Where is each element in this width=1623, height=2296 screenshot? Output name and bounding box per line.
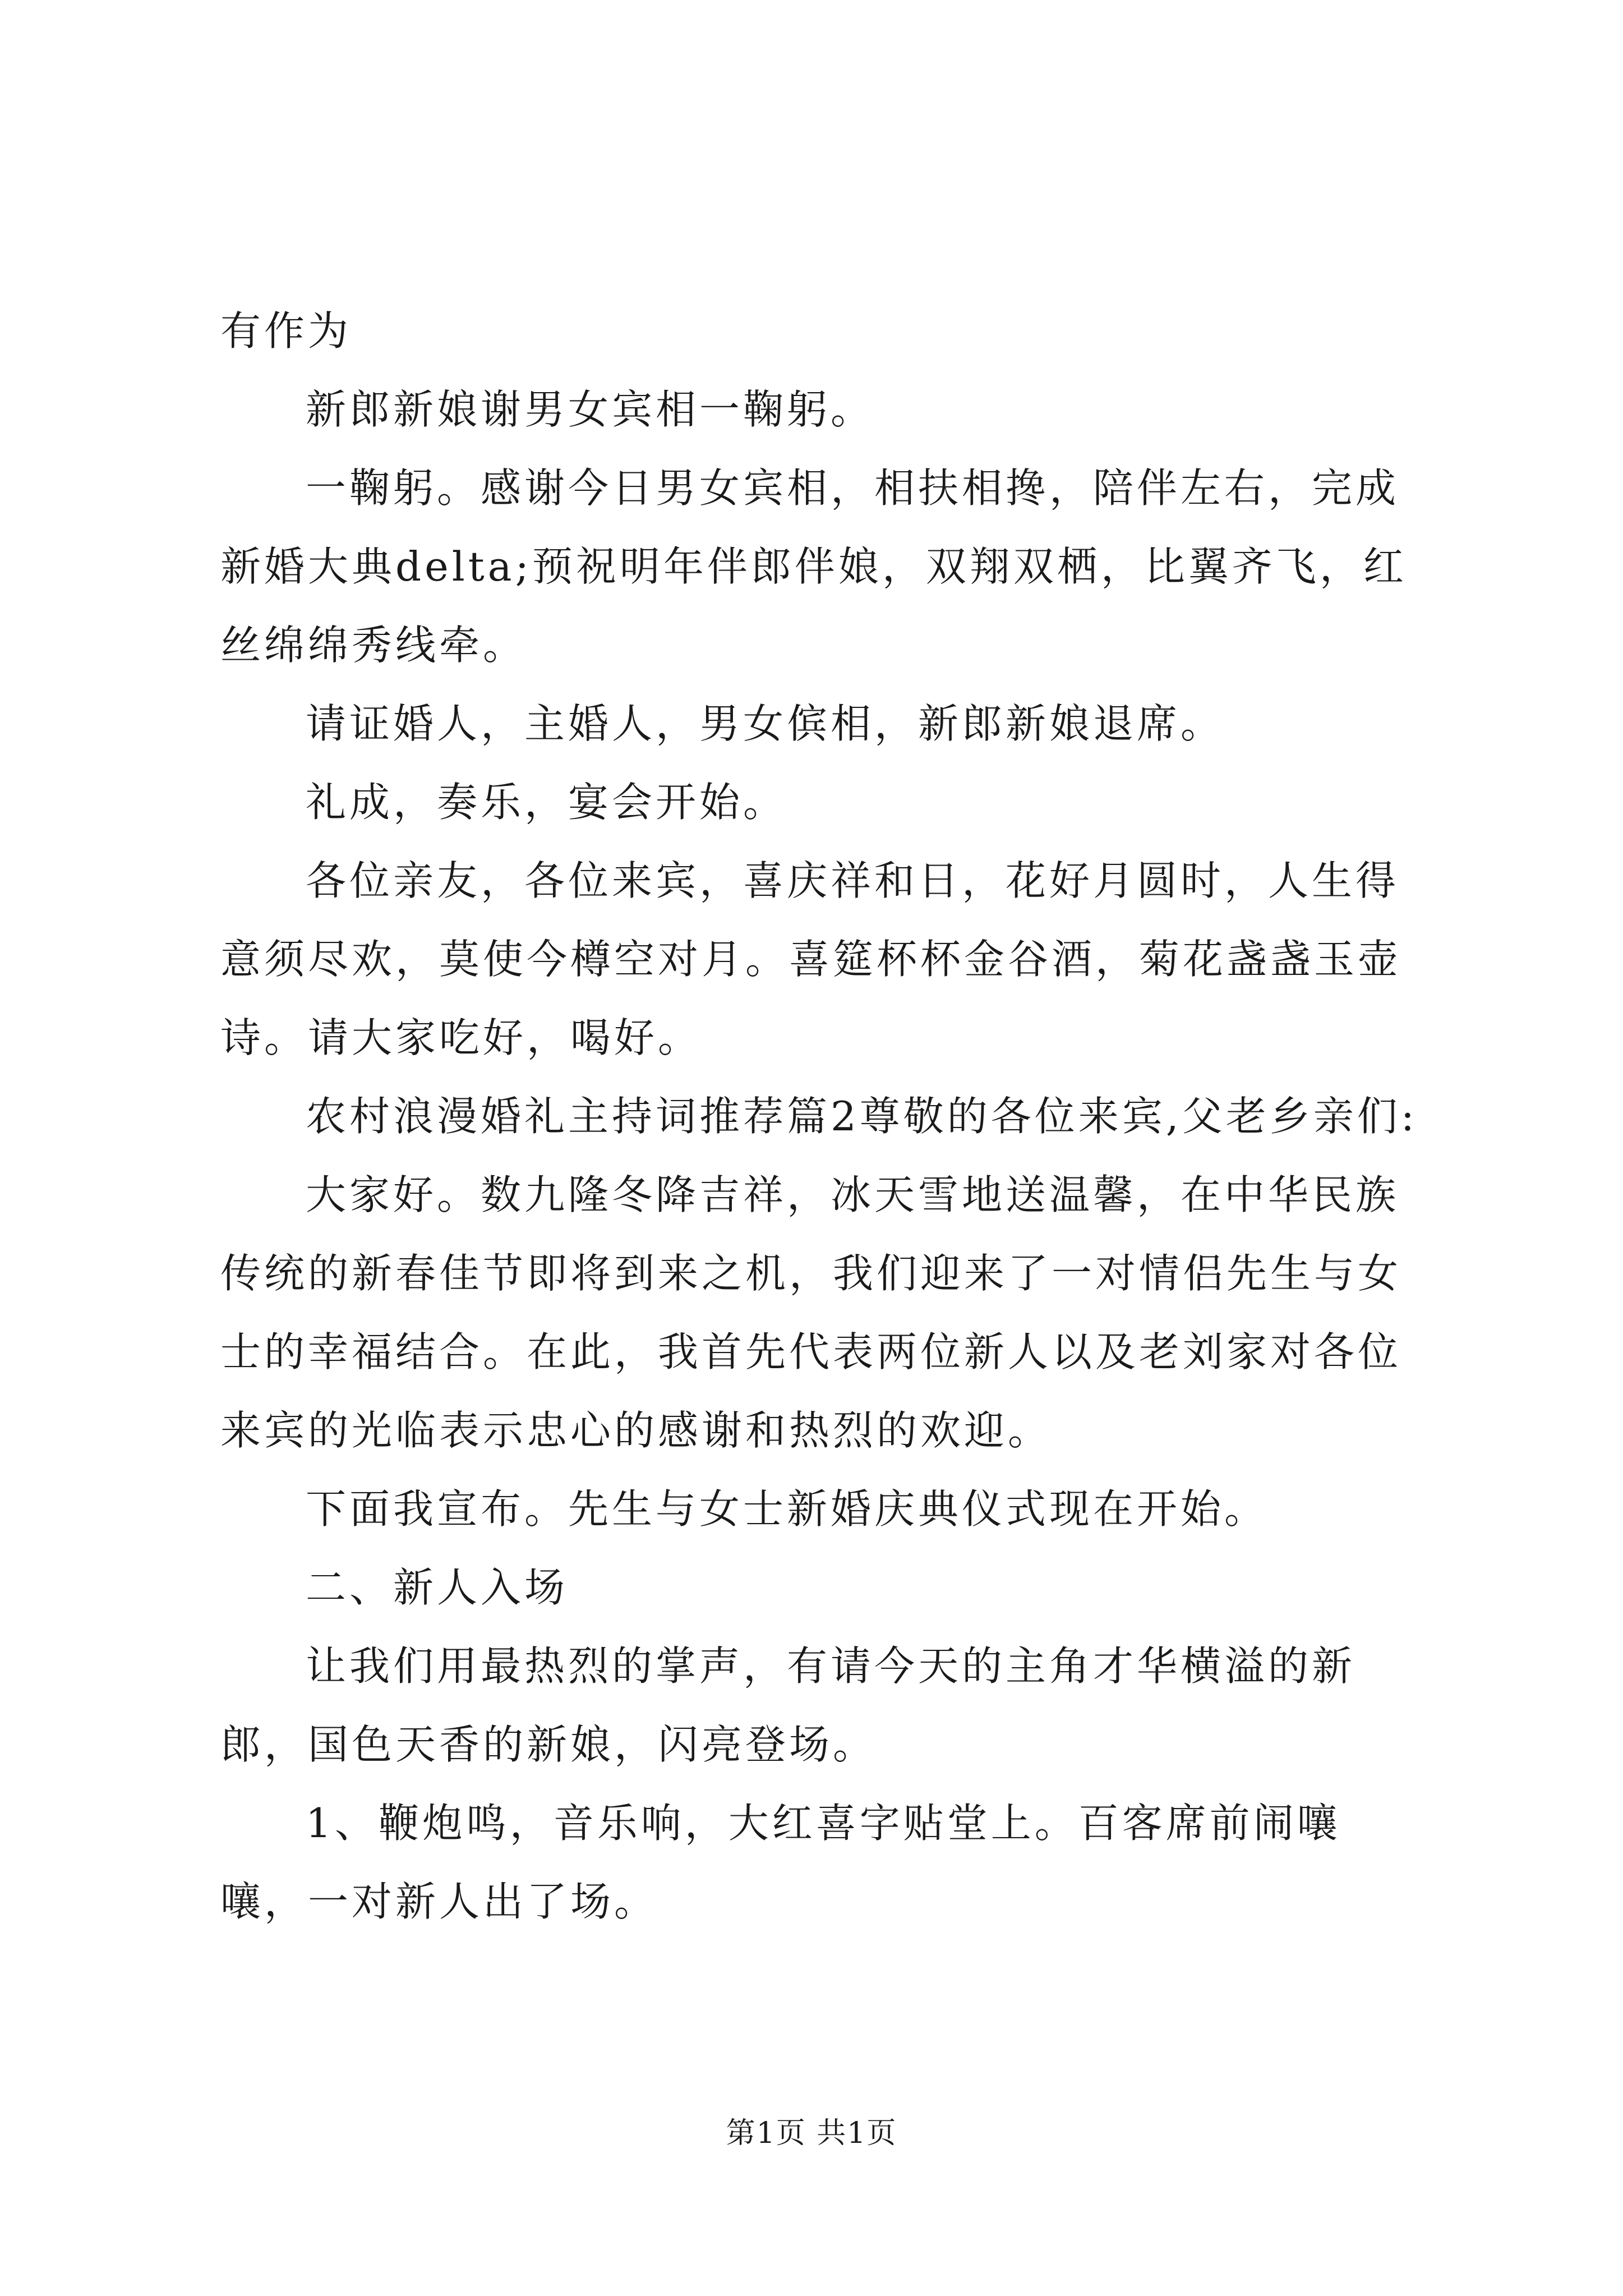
paragraph: 大家好。数九隆冬降吉祥，冰天雪地送温馨，在中华民族传统的新春佳节即将到来之机，我们迎来了一对情侣先生与女士的幸福结合。在此，我首先代表两位新人以及老刘家对各位来宾的光临表示忠心的感谢和热烈的欢迎。 — [220, 1171, 1402, 1454]
paragraph: 新郎新娘谢男女宾相一鞠躬。 — [306, 386, 875, 433]
paragraph: 下面我宣布。先生与女士新婚庆典仪式现在开始。 — [306, 1485, 1269, 1533]
paragraph: 1、鞭炮鸣，音乐响，大红喜字贴堂上。百客席前闹嚷嚷，一对新人出了场。 — [220, 1800, 1341, 1925]
paragraph: 一鞠躬。感谢今日男女宾相，相扶相搀，陪伴左右，完成新婚大典delta;预祝明年伴郎伴娘，双翔双栖，比翼齐飞，红丝绵绵秀线牵。 — [220, 464, 1407, 669]
paragraph: 让我们用最热烈的掌声，有请今天的主角才华横溢的新郎，国色天香的新娘，闪亮登场。 — [220, 1642, 1356, 1768]
paragraph: 请证婚人，主婚人，男女傧相，新郎新娘退席。 — [306, 700, 1225, 747]
paragraph: 农村浪漫婚礼主持词推荐篇2尊敬的各位来宾,父老乡亲们: — [306, 1093, 1418, 1140]
paragraph: 有作为 — [220, 307, 352, 355]
document-body — [220, 292, 1426, 1941]
paragraph: 礼成，奏乐，宴会开始。 — [306, 779, 787, 826]
paragraph: 各位亲友，各位来宾，喜庆祥和日，花好月圆时，人生得意须尽欢，莫使今樽空对月。喜筵杯杯金谷酒，菊花盏盏玉壶诗。请大家吃好，喝好。 — [220, 857, 1402, 1061]
page-number-footer: 第1页 共1页 — [726, 2116, 897, 2150]
section-heading: 二、新人入场 — [306, 1564, 569, 1611]
